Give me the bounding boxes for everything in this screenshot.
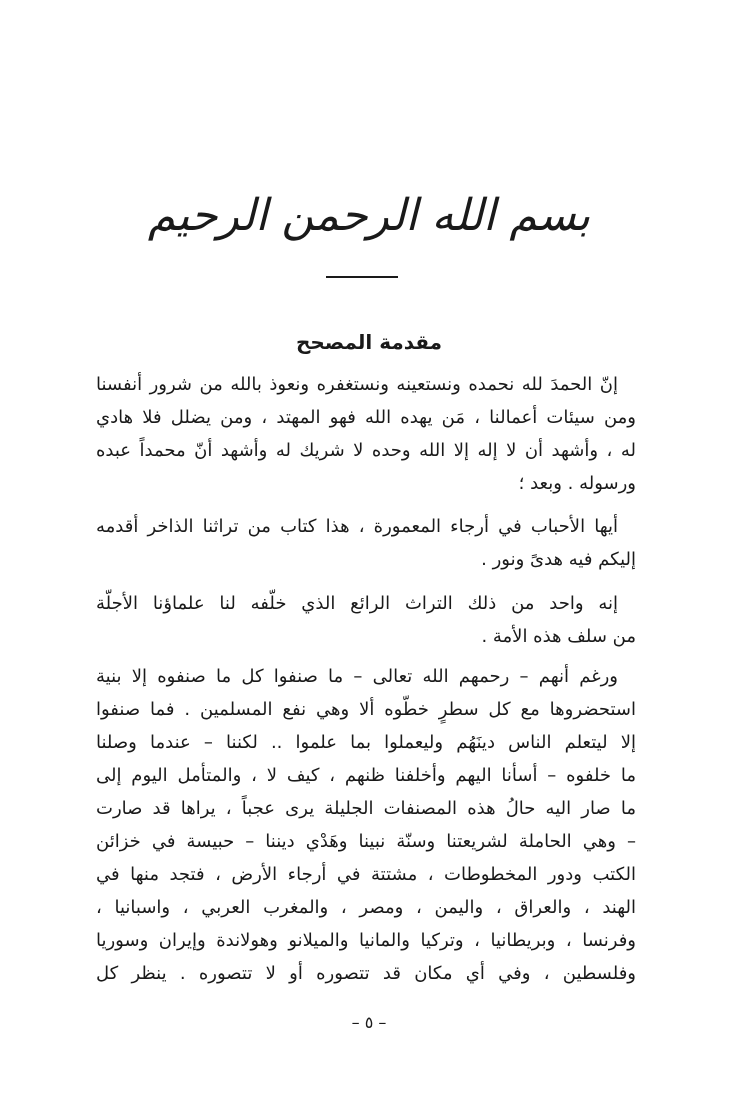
text-line: إنه واحد من ذلك التراث الرائع الذي خلّفه لنا علماؤنا الأجلّة xyxy=(96,593,618,614)
paragraph-1 xyxy=(96,368,636,500)
text-line: أيها الأحباب في أرجاء المعمورة ، هذا كتاب من تراثنا الذاخر أقدمه xyxy=(96,516,618,537)
text-line: ما صار اليه حالُ هذه المصنفات الجليلة يرى عجباً ، يراها قد صارت xyxy=(96,798,636,819)
section-heading: مقدمة المصحح xyxy=(295,330,443,354)
text-line: إلا ليتعلم الناس دينَهُم وليعملوا بما علموا .. لكننا – عندما وصلنا xyxy=(96,732,636,753)
text-line: إنّ الحمدَ لله نحمده ونستعينه ونستغفره ونعوذ بالله من شرور أنفسنا xyxy=(96,374,618,395)
text-line: إليكم فيه هدىً ونور . xyxy=(481,549,636,570)
text-line: وفلسطين ، وفي أي مكان قد تتصوره أو لا تتصوره . ينظر كل xyxy=(96,963,636,984)
text-line: له ، وأشهد أن لا إله إلا الله وحده لا شريك له وأشهد أنّ محمداً عبده xyxy=(96,440,636,461)
text-line: ورغم أنهم – رحمهم الله تعالى – ما صنفوا كل ما صنفوه إلا بنية xyxy=(96,666,618,687)
text-line: ما خلفوه – أسأنا اليهم وأخلفنا ظنهم ، كيف لا ، والمتأمل اليوم إلى xyxy=(96,765,636,786)
text-line: ورسوله . وبعد ؛ xyxy=(518,473,636,494)
text-line: الهند ، والعراق ، واليمن ، ومصر ، والمغرب العربي ، واسبانيا ، xyxy=(96,897,636,918)
basmala-calligraphy: بسم الله الرحمن الرحيم xyxy=(147,190,591,241)
divider-rule xyxy=(326,276,398,278)
paragraph-4 xyxy=(96,660,636,990)
text-line: ومن سيئات أعمالنا ، مَن يهده الله فهو المهتد ، ومن يضلل فلا هادي xyxy=(96,407,636,428)
text-line: من سلف هذه الأمة . xyxy=(481,626,636,647)
page-number: – ٥ – xyxy=(351,1013,387,1032)
paragraph-2 xyxy=(96,510,636,576)
text-line: الكتب ودور المخطوطات ، مشتتة في أرجاء الأرض ، فتجد منها في xyxy=(96,864,636,885)
text-line: وفرنسا ، وبريطانيا ، وتركيا والمانيا والميلانو وهولاندة وإيران وسوريا xyxy=(96,930,636,951)
text-line: – وهي الحاملة لشريعتنا وسنّة نبينا وهَدْي ديننا – حبيسة في خزائن xyxy=(96,831,636,852)
text-line: استحضروها مع كل سطرٍ خطّوه ألا وهي نفع المسلمين . فما صنفوا xyxy=(96,699,636,720)
paragraph-3 xyxy=(96,587,636,653)
